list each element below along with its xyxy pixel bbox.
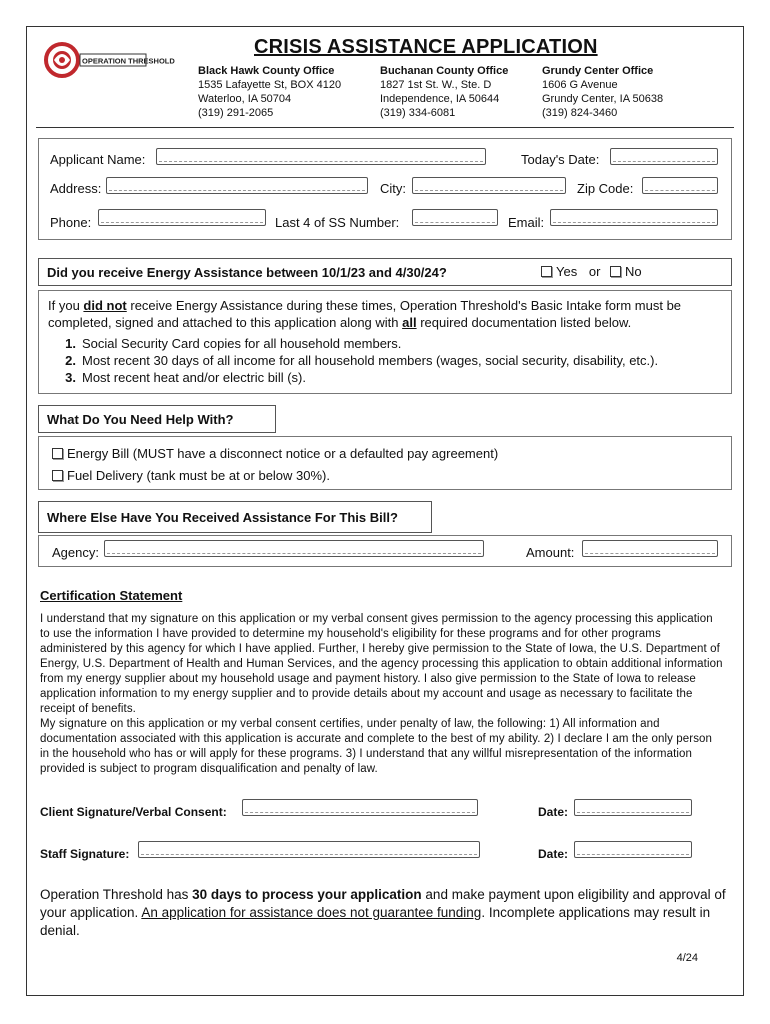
applicant-name-label: Applicant Name: (50, 152, 146, 167)
help-needed-heading: What Do You Need Help With? (47, 411, 234, 427)
email-label: Email: (508, 215, 545, 230)
no-checkbox[interactable] (610, 266, 621, 277)
staff-date-input[interactable] (574, 841, 692, 858)
amount-input[interactable] (582, 540, 718, 557)
header-divider (36, 127, 734, 128)
address-label: Address: (50, 181, 102, 196)
zip-code-label: Zip Code: (577, 181, 634, 196)
staff-date-label: Date: (538, 847, 569, 861)
applicant-name-input[interactable] (156, 148, 486, 165)
office-grundy-center: Grundy Center Office 1606 G Avenue Grundy Center, IA 50638 (319) 824-3460 (542, 65, 664, 119)
energy-bill-checkbox[interactable] (52, 448, 63, 459)
energy-answer-group (541, 264, 642, 279)
page-title: CRISIS ASSISTANCE APPLICATION (254, 36, 598, 58)
agency-input[interactable] (104, 540, 484, 557)
city-label: City: (380, 181, 406, 196)
certification-heading: Certification Statement (40, 588, 183, 603)
list-item: 2. Most recent 30 days of all income for all household members (wages, social security, disability, etc.). (65, 353, 659, 368)
agency-label: Agency: (52, 545, 99, 560)
energy-question-text: Did you receive Energy Assistance between 10/1/23 and 4/30/24? (47, 264, 447, 280)
energy-instructions-text: If you did not receive Energy Assistance during these times, Operation Threshold's Basic Intake form must be completed, signed and attached to this application along with all required documentation listed below. (48, 298, 682, 330)
yes-label: Yes (556, 264, 578, 279)
no-label: No (625, 264, 642, 279)
client-date-label: Date: (538, 805, 569, 819)
svg-text:OPERATION THRESHOLD: OPERATION THRESHOLD (82, 56, 175, 66)
energy-bill-option: Energy Bill (MUST have a disconnect notice or a defaulted pay agreement) (52, 446, 498, 461)
zip-code-input[interactable] (642, 177, 718, 194)
operation-threshold-logo (44, 36, 175, 86)
address-input[interactable] (106, 177, 368, 194)
ssn-last4-input[interactable] (412, 209, 498, 226)
yes-checkbox[interactable] (541, 266, 552, 277)
staff-signature-label: Staff Signature: (40, 847, 130, 861)
staff-signature-input[interactable] (138, 841, 480, 858)
help-needed-heading-box (38, 405, 276, 433)
form-version: 4/24 (676, 952, 698, 964)
other-assistance-heading-box (38, 501, 432, 533)
todays-date-label: Today's Date: (521, 152, 600, 167)
phone-input[interactable] (98, 209, 266, 226)
other-assistance-heading: Where Else Have You Received Assistance For This Bill? (47, 509, 398, 525)
office-black-hawk: Black Hawk County Office 1535 Lafayette St, BOX 4120 Waterloo, IA 50704 (319) 291-2065 (198, 65, 342, 119)
office-buchanan: Buchanan County Office 1827 1st St. W., Ste. D Independence, IA 50644 (319) 334-6081 (380, 65, 509, 119)
certification-text: I understand that my signature on this application or my verbal consent gives permission to the agency processing this application to use the information I have provided to determine my household's eligibility for these programs and for other programs administered by this agency for which I have applied. Further, I hereby give permission to the State of Iowa, the U.S. Department of Energy, U.S. Department of Health and Human Services, and the agency processing this application to obtain additional information from my energy supplier about my household usage and payment history. I also give permission to the State of Iowa to release application information to my energy supplier and to provide details about my account and usage as necessary to facilitate the receipt of benefits. My signature on this application or my verbal consent certifies, under penalty of law, the following: 1) All information and documentation associated with this application is accurate and complete to the best of my ability. 2) I declare I am the only person in the household who has or will apply for these programs. 3) I understand that any willful misrepresentation of the information provided is subject to program disqualification and penalty of law. (40, 613, 723, 775)
client-date-input[interactable] (574, 799, 692, 816)
or-label: or (588, 264, 601, 279)
ssn-last4-label: Last 4 of SS Number: (275, 215, 400, 230)
phone-label: Phone: (50, 215, 92, 230)
required-documents-list (58, 335, 724, 386)
client-signature-label: Client Signature/Verbal Consent: (40, 805, 227, 819)
email-input[interactable] (550, 209, 718, 226)
list-item: 1. Social Security Card copies for all household members. (65, 336, 402, 351)
fuel-delivery-checkbox[interactable] (52, 470, 63, 481)
city-input[interactable] (412, 177, 566, 194)
fuel-delivery-option: Fuel Delivery (tank must be at or below 30%). (52, 468, 330, 483)
amount-label: Amount: (526, 545, 575, 560)
list-item: 3. Most recent heat and/or electric bill (s). (65, 370, 306, 385)
processing-notice: Operation Threshold has 30 days to process your application and make payment upon eligibility and approval of your application. An application for assistance does not guarantee funding. Incomplete applications may result in denial. (40, 887, 726, 938)
client-signature-input[interactable] (242, 799, 478, 816)
todays-date-input[interactable] (610, 148, 718, 165)
